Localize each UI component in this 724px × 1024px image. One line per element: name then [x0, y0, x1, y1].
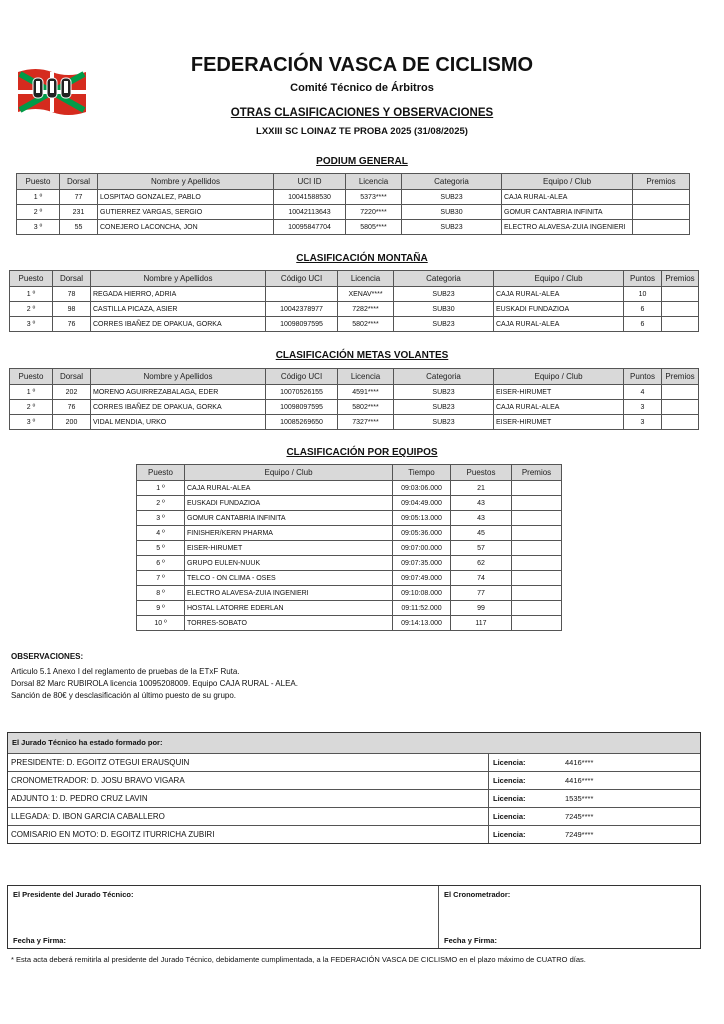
- license-label: Licencia:: [493, 830, 526, 839]
- jury-member-row: [8, 790, 700, 808]
- table-cell: 10042378977: [266, 302, 338, 317]
- date-sign-label: Fecha y Firma:: [13, 936, 66, 945]
- table-cell: EUSKADI FUNDAZIOA: [494, 302, 624, 317]
- table-cell: 2 º: [10, 302, 53, 317]
- column-header: Premios: [512, 465, 562, 481]
- table-cell: 09:14:13.000: [393, 616, 451, 631]
- table-cell: 45: [451, 526, 512, 541]
- jury-member-name: ADJUNTO 1: D. PEDRO CRUZ LAVIN: [8, 790, 489, 807]
- license-label: Licencia:: [493, 794, 526, 803]
- column-header: Dorsal: [53, 369, 91, 385]
- table-cell: SUB30: [402, 205, 502, 220]
- table-cell: 4 º: [137, 526, 185, 541]
- table-cell: [633, 205, 690, 220]
- table-cell: XENAV****: [338, 287, 394, 302]
- column-header: Puestos: [451, 465, 512, 481]
- footer-note: * Esta acta deberá remitirla al presidente del Jurado Técnico, debidamente cumplimentada, a la FEDERACIÓN VASCA DE CICLISMO en el plazo máximo de CUATRO días.: [11, 955, 586, 964]
- column-header: Equipo / Club: [494, 369, 624, 385]
- table-row: [137, 496, 562, 511]
- table-cell: GRUPO EULEN-NUUK: [185, 556, 393, 571]
- table-cell: 10085269650: [266, 415, 338, 430]
- table-cell: 5805****: [346, 220, 402, 235]
- table-cell: GOMUR CANTABRIA INFINITA: [502, 205, 633, 220]
- observation-line: Articulo 5.1 Anexo I del reglamento de pruebas de la ETxF Ruta.: [11, 667, 240, 676]
- jury-member-name: CRONOMETRADOR: D. JOSU BRAVO VIGARA: [8, 772, 489, 789]
- table-row: [137, 511, 562, 526]
- table-cell: LOSPITAO GONZALEZ, PABLO: [98, 190, 274, 205]
- table-cell: 10095847704: [274, 220, 346, 235]
- table-cell: CAJA RURAL-ALEA: [502, 190, 633, 205]
- table-cell: 5802****: [338, 400, 394, 415]
- table-cell: EUSKADI FUNDAZIOA: [185, 496, 393, 511]
- montana-title: CLASIFICACIÓN MONTAÑA: [296, 253, 428, 264]
- table-cell: 2 º: [10, 400, 53, 415]
- table-cell: 7282****: [338, 302, 394, 317]
- table-cell: 55: [60, 220, 98, 235]
- table-cell: VIDAL MENDIA, URKO: [91, 415, 266, 430]
- president-signature-area[interactable]: [8, 886, 439, 948]
- table-cell: [512, 526, 562, 541]
- table-row: [137, 571, 562, 586]
- column-header: Código UCI: [266, 271, 338, 287]
- table-cell: 43: [451, 496, 512, 511]
- table-cell: 1 º: [137, 481, 185, 496]
- jury-member-row: [8, 772, 700, 790]
- table-row: [17, 220, 690, 235]
- table-cell: [512, 586, 562, 601]
- table-cell: 231: [60, 205, 98, 220]
- timekeeper-signature-area[interactable]: [439, 886, 700, 948]
- table-row: [137, 541, 562, 556]
- observation-line: Sanción de 80€ y desclasificación al último puesto de su grupo.: [11, 691, 237, 700]
- table-cell: 5 º: [137, 541, 185, 556]
- jury-member-name: LLEGADA: D. IBON GARCIA CABALLERO: [8, 808, 489, 825]
- table-cell: REGADA HIERRO, ADRIA: [91, 287, 266, 302]
- column-header: Categoria: [394, 271, 494, 287]
- column-header: Puntos: [624, 271, 662, 287]
- table-header-row: [10, 369, 699, 385]
- column-header: Puesto: [10, 369, 53, 385]
- table-cell: 5373****: [346, 190, 402, 205]
- timekeeper-label: El Cronometrador:: [444, 890, 511, 899]
- table-cell: [662, 287, 699, 302]
- license-label: Licencia:: [493, 758, 526, 767]
- equipos-table: [136, 464, 562, 631]
- table-cell: 3 º: [137, 511, 185, 526]
- table-cell: 7 º: [137, 571, 185, 586]
- table-cell: 6 º: [137, 556, 185, 571]
- column-header: UCI ID: [274, 174, 346, 190]
- table-cell: 7327****: [338, 415, 394, 430]
- license-value: 4416****: [565, 758, 594, 767]
- table-cell: SUB30: [394, 302, 494, 317]
- table-cell: 21: [451, 481, 512, 496]
- table-cell: 09:04:49.000: [393, 496, 451, 511]
- table-cell: 78: [53, 287, 91, 302]
- license-value: 1535****: [565, 794, 594, 803]
- table-row: [137, 616, 562, 631]
- table-cell: 1 º: [17, 190, 60, 205]
- column-header: Puesto: [10, 271, 53, 287]
- table-cell: 09:05:13.000: [393, 511, 451, 526]
- table-header-row: [10, 271, 699, 287]
- table-cell: 43: [451, 511, 512, 526]
- column-header: Dorsal: [53, 271, 91, 287]
- table-cell: [662, 302, 699, 317]
- table-cell: GUTIERREZ VARGAS, SERGIO: [98, 205, 274, 220]
- table-cell: ELECTRO ALAVESA-ZUIA INGENIERI: [185, 586, 393, 601]
- column-header: Premios: [633, 174, 690, 190]
- table-cell: [512, 541, 562, 556]
- column-header: Nombre y Apellidos: [98, 174, 274, 190]
- table-cell: 74: [451, 571, 512, 586]
- jury-member-name: PRESIDENTE: D. EGOITZ OTEGUI ERAUSQUIN: [8, 754, 489, 771]
- jury-box: [7, 732, 701, 844]
- table-cell: SUB23: [394, 317, 494, 332]
- column-header: Equipo / Club: [185, 465, 393, 481]
- table-cell: 3: [624, 400, 662, 415]
- metas-table: [9, 368, 699, 430]
- table-cell: [662, 400, 699, 415]
- observation-line: Dorsal 82 Marc RUBIROLA licencia 10095208009. Equipo CAJA RURAL - ALEA.: [11, 679, 298, 688]
- column-header: Premios: [662, 271, 699, 287]
- table-row: [137, 481, 562, 496]
- table-cell: 09:05:36.000: [393, 526, 451, 541]
- table-cell: [633, 220, 690, 235]
- table-row: [10, 302, 699, 317]
- column-header: Licencia: [338, 271, 394, 287]
- license-value: 4416****: [565, 776, 594, 785]
- table-cell: 202: [53, 385, 91, 400]
- jury-member-name: COMISARIO EN MOTO: D. EGOITZ ITURRICHA ZUBIRI: [8, 826, 489, 843]
- table-cell: CAJA RURAL-ALEA: [494, 287, 624, 302]
- table-cell: [512, 616, 562, 631]
- table-cell: [512, 511, 562, 526]
- table-cell: CORRES IBAÑEZ DE OPAKUA, GORKA: [91, 400, 266, 415]
- table-cell: 6: [624, 317, 662, 332]
- table-cell: TELCO - ON CLIMA - OSES: [185, 571, 393, 586]
- table-cell: 4591****: [338, 385, 394, 400]
- jury-header: El Jurado Técnico ha estado formado por:: [8, 733, 700, 754]
- table-cell: SUB23: [394, 385, 494, 400]
- column-header: Premios: [662, 369, 699, 385]
- table-cell: 77: [60, 190, 98, 205]
- table-cell: 77: [451, 586, 512, 601]
- table-cell: 2 º: [137, 496, 185, 511]
- table-cell: CAJA RURAL-ALEA: [185, 481, 393, 496]
- table-cell: [662, 415, 699, 430]
- table-row: [17, 190, 690, 205]
- table-cell: 98: [53, 302, 91, 317]
- table-cell: 09:07:35.000: [393, 556, 451, 571]
- table-cell: MORENO AGUIRREZABALAGA, EDER: [91, 385, 266, 400]
- metas-title: CLASIFICACIÓN METAS VOLANTES: [275, 350, 449, 361]
- table-cell: 10070526155: [266, 385, 338, 400]
- section-title: OTRAS CLASIFICACIONES Y OBSERVACIONES: [230, 107, 494, 119]
- table-cell: CONEJERO LACONCHA, JON: [98, 220, 274, 235]
- column-header: Equipo / Club: [494, 271, 624, 287]
- table-row: [137, 526, 562, 541]
- table-row: [137, 586, 562, 601]
- table-cell: 10041588530: [274, 190, 346, 205]
- table-cell: 76: [53, 400, 91, 415]
- table-cell: 10098097595: [266, 400, 338, 415]
- table-cell: [512, 571, 562, 586]
- table-cell: CAJA RURAL-ALEA: [494, 317, 624, 332]
- license-label: Licencia:: [493, 776, 526, 785]
- table-cell: [512, 496, 562, 511]
- race-name: LXXIII SC LOINAZ TE PROBA 2025 (31/08/2025): [256, 126, 468, 137]
- montana-table: [9, 270, 699, 332]
- signature-box: [7, 885, 701, 949]
- table-cell: 10: [624, 287, 662, 302]
- table-cell: SUB23: [394, 415, 494, 430]
- table-cell: 1 º: [10, 385, 53, 400]
- table-cell: 10042113643: [274, 205, 346, 220]
- table-cell: 3 º: [10, 317, 53, 332]
- table-header-row: [17, 174, 690, 190]
- column-header: Dorsal: [60, 174, 98, 190]
- table-cell: TORRES-SOBATO: [185, 616, 393, 631]
- table-cell: 62: [451, 556, 512, 571]
- table-cell: [662, 317, 699, 332]
- column-header: Nombre y Apellidos: [91, 271, 266, 287]
- table-cell: 09:03:06.000: [393, 481, 451, 496]
- table-cell: ELECTRO ALAVESA-ZUIA INGENIERI: [502, 220, 633, 235]
- table-cell: [512, 556, 562, 571]
- jury-member-row: [8, 808, 700, 826]
- jury-member-row: [8, 754, 700, 772]
- column-header: Código UCI: [266, 369, 338, 385]
- table-row: [10, 317, 699, 332]
- table-cell: 76: [53, 317, 91, 332]
- table-cell: 09:07:49.000: [393, 571, 451, 586]
- date-sign-label: Fecha y Firma:: [444, 936, 497, 945]
- table-row: [137, 601, 562, 616]
- column-header: Puesto: [137, 465, 185, 481]
- table-cell: CAJA RURAL-ALEA: [494, 400, 624, 415]
- table-cell: 5802****: [338, 317, 394, 332]
- column-header: Equipo / Club: [502, 174, 633, 190]
- table-header-row: [137, 465, 562, 481]
- table-cell: EISER-HIRUMET: [494, 385, 624, 400]
- table-cell: 3 º: [10, 415, 53, 430]
- table-cell: CORRES IBAÑEZ DE OPAKUA, GORKA: [91, 317, 266, 332]
- president-label: El Presidente del Jurado Técnico:: [13, 890, 134, 899]
- podium-title: PODIUM GENERAL: [316, 156, 408, 167]
- jury-member-row: [8, 826, 700, 843]
- table-cell: 09:07:00.000: [393, 541, 451, 556]
- table-cell: SUB23: [402, 220, 502, 235]
- observations-title: OBSERVACIONES:: [11, 652, 84, 661]
- table-cell: 3: [624, 415, 662, 430]
- table-cell: FINISHER/KERN PHARMA: [185, 526, 393, 541]
- table-row: [10, 415, 699, 430]
- column-header: Puesto: [17, 174, 60, 190]
- page-subtitle: Comité Técnico de Árbitros: [290, 82, 434, 94]
- table-cell: 09:10:08.000: [393, 586, 451, 601]
- table-row: [10, 287, 699, 302]
- table-row: [10, 385, 699, 400]
- table-cell: SUB23: [394, 287, 494, 302]
- table-cell: 10 º: [137, 616, 185, 631]
- table-cell: 9 º: [137, 601, 185, 616]
- table-cell: SUB23: [394, 400, 494, 415]
- table-cell: [512, 601, 562, 616]
- table-cell: 1 º: [10, 287, 53, 302]
- license-value: 7249****: [565, 830, 594, 839]
- table-cell: EISER-HIRUMET: [494, 415, 624, 430]
- table-cell: 200: [53, 415, 91, 430]
- table-cell: 2 º: [17, 205, 60, 220]
- column-header: Tiempo: [393, 465, 451, 481]
- table-cell: 57: [451, 541, 512, 556]
- column-header: Nombre y Apellidos: [91, 369, 266, 385]
- license-label: Licencia:: [493, 812, 526, 821]
- column-header: Categoria: [402, 174, 502, 190]
- table-cell: HOSTAL LATORRE EDERLAN: [185, 601, 393, 616]
- table-cell: [266, 287, 338, 302]
- page-title: FEDERACIÓN VASCA DE CICLISMO: [190, 54, 534, 76]
- table-cell: 8 º: [137, 586, 185, 601]
- column-header: Puntos: [624, 369, 662, 385]
- table-cell: 7220****: [346, 205, 402, 220]
- table-cell: 10098097595: [266, 317, 338, 332]
- column-header: Licencia: [338, 369, 394, 385]
- table-cell: 09:11:52.000: [393, 601, 451, 616]
- table-cell: 4: [624, 385, 662, 400]
- table-cell: [512, 481, 562, 496]
- table-cell: GOMUR CANTABRIA INFINITA: [185, 511, 393, 526]
- table-cell: 117: [451, 616, 512, 631]
- table-row: [137, 556, 562, 571]
- table-cell: CASTILLA PICAZA, ASIER: [91, 302, 266, 317]
- table-row: [10, 400, 699, 415]
- table-cell: 3 º: [17, 220, 60, 235]
- column-header: Licencia: [346, 174, 402, 190]
- table-row: [17, 205, 690, 220]
- equipos-title: CLASIFICACIÓN POR EQUIPOS: [286, 447, 438, 458]
- table-cell: [633, 190, 690, 205]
- table-cell: [662, 385, 699, 400]
- podium-table: [16, 173, 690, 235]
- table-cell: 99: [451, 601, 512, 616]
- table-cell: 6: [624, 302, 662, 317]
- table-cell: EISER-HIRUMET: [185, 541, 393, 556]
- license-value: 7245****: [565, 812, 594, 821]
- table-cell: SUB23: [402, 190, 502, 205]
- column-header: Categoria: [394, 369, 494, 385]
